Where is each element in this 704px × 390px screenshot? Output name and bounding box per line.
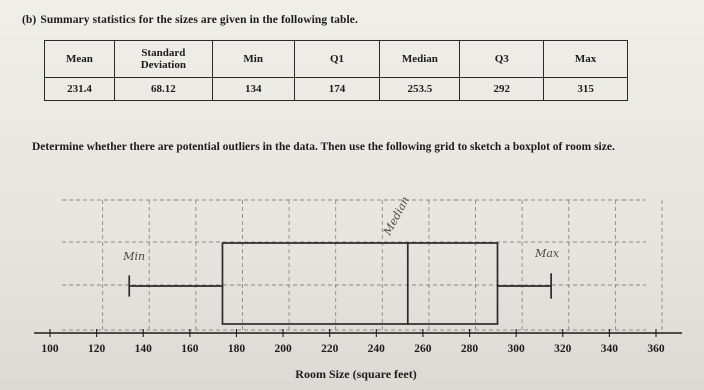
- tick-label: 320: [554, 343, 572, 355]
- value-standard-deviation: 68.12: [114, 78, 212, 101]
- tick-label: 100: [41, 343, 59, 355]
- value-q3: 292: [460, 78, 544, 101]
- handwritten-labels: [122, 194, 560, 263]
- tick-label: 180: [227, 343, 246, 355]
- tick-label: 120: [87, 343, 106, 355]
- handwritten-min-label: Min: [123, 250, 146, 263]
- tick-label: 260: [414, 343, 432, 355]
- header-median: Median: [380, 41, 460, 78]
- tick-label: 220: [321, 343, 339, 355]
- value-q1: 174: [294, 78, 380, 101]
- tick-label: 140: [134, 343, 152, 355]
- box-q1-q3: [222, 243, 497, 324]
- header-min: Min: [212, 41, 294, 78]
- part-title: Summary statistics for the sizes are given in the following table.: [40, 14, 358, 26]
- tick-label: 360: [647, 343, 665, 355]
- value-median: 253.5: [380, 78, 460, 101]
- value-max: 315: [544, 78, 628, 101]
- header-mean: Mean: [45, 41, 115, 78]
- question-prompt: Determine whether there are potential outliers in the data. Then use the following grid to sketch a boxplot of room size.: [32, 141, 615, 153]
- header-standard-deviation: Standard Deviation: [114, 41, 212, 78]
- grid-lines: [62, 200, 662, 330]
- boxplot-sketch: [129, 243, 551, 324]
- x-axis-label: Room Size (square feet): [295, 367, 417, 381]
- header-q1: Q1: [294, 41, 380, 78]
- tick-label: 160: [181, 343, 199, 355]
- part-label: (b): [22, 14, 37, 26]
- handwritten-median-label: Median: [380, 194, 413, 238]
- header-q3: Q3: [460, 41, 544, 78]
- value-min: 134: [212, 78, 294, 101]
- tick-label: 200: [274, 343, 292, 355]
- value-mean: 231.4: [45, 78, 115, 101]
- header-max: Max: [544, 41, 628, 78]
- tick-label: 280: [460, 343, 479, 355]
- tick-label: 240: [367, 343, 385, 355]
- tick-label: 340: [600, 343, 619, 355]
- handwritten-max-label: Max: [535, 247, 560, 260]
- tick-label: 300: [507, 343, 525, 355]
